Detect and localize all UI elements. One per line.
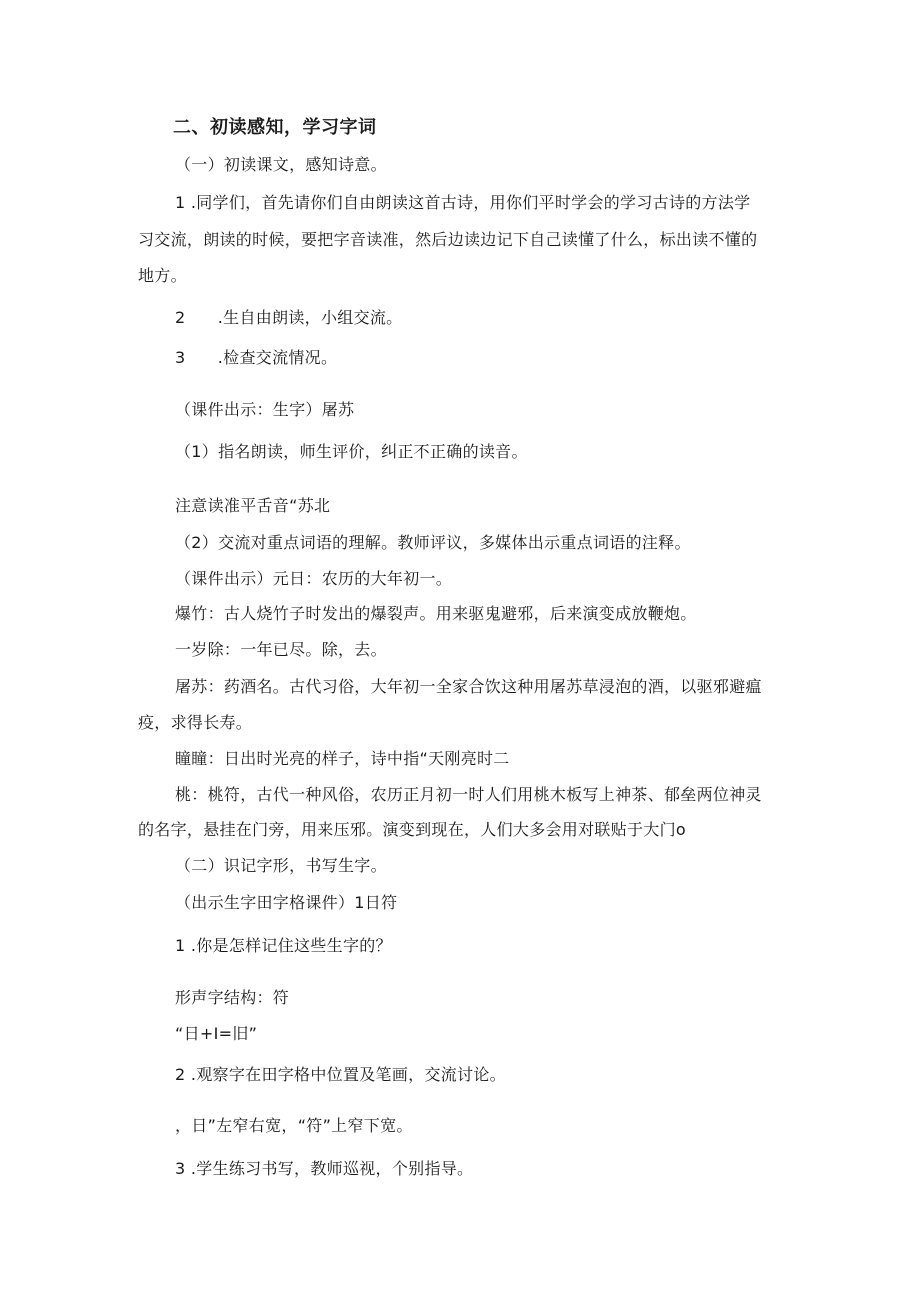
layout-note: ，日”左窄右宽，“符”上窄下宽。 [175, 1116, 413, 1135]
courseware-characters: （课件出示：生字）屠苏 [175, 400, 355, 419]
gloss-tusu-line1: 屠苏：药酒名。古代习俗，大年初一全家合饮这种用屠苏草浸泡的酒，以驱邪避瘟 [175, 677, 762, 696]
part2-item1: 1 .你是怎样记住这些生字的？ [175, 936, 392, 955]
gloss-baozhu: 爆竹：古人烧竹子时发出的爆裂声。用来驱鬼避邪，后来演变成放鞭炮。 [175, 604, 697, 623]
part1-item1-line1: 1 .同学们，首先请你们自由朗读这首古诗，用你们平时学会的学习古诗的方法学 [175, 193, 751, 212]
gloss-suichu: 一岁除：一年已尽。除，去。 [175, 640, 387, 659]
part1-item3: 3 .检查交流情况。 [175, 348, 338, 367]
part2-item2: 2 .观察字在田字格中位置及笔画，交流讨论。 [175, 1065, 506, 1084]
part1-item2: 2 .生自由朗读，小组交流。 [175, 308, 403, 327]
gloss-taofu-line2: 的名字，悬挂在门旁，用来压邪。演变到现在，人们大多会用对联贴于大门o [138, 820, 686, 839]
gloss-taofu-line1: 桃：桃符，古代一种风俗，农历正月初一时人们用桃木板写上神茶、郁垒两位神灵 [175, 785, 762, 804]
part2-title: （二）识记字形，书写生字。 [175, 856, 387, 875]
section-heading: 二、初读感知，学习字词 [173, 117, 377, 138]
part1-sub1: （1）指名朗读，师生评价，纠正不正确的读音。 [175, 442, 528, 461]
part1-item1-line3: 地方。 [138, 266, 187, 285]
character-formula: “日+I=旧” [175, 1024, 258, 1043]
gloss-tusu-line2: 疫，求得长寿。 [138, 713, 253, 732]
pronunciation-note: 注意读准平舌音“苏北 [175, 496, 331, 515]
structure-note: 形声字结构：符 [175, 988, 290, 1007]
gloss-yuanri: （课件出示）元日：农历的大年初一。 [175, 569, 453, 588]
gloss-tongtong: 瞳瞳：日出时光亮的样子，诗中指“天刚亮时二 [175, 749, 510, 768]
part1-sub2: （2）交流对重点词语的理解。教师评议，多媒体出示重点词语的注释。 [175, 533, 691, 552]
part1-item1-line2: 习交流，朗读的时候，要把字音读准，然后边读边记下自己读懂了什么，标出读不懂的 [138, 230, 758, 249]
part1-title: （一）初读课文，感知诗意。 [175, 155, 387, 174]
courseware-grid: （出示生字田字格课件）1日符 [175, 893, 398, 912]
part2-item3: 3 .学生练习书写，教师巡视，个别指导。 [175, 1159, 474, 1178]
